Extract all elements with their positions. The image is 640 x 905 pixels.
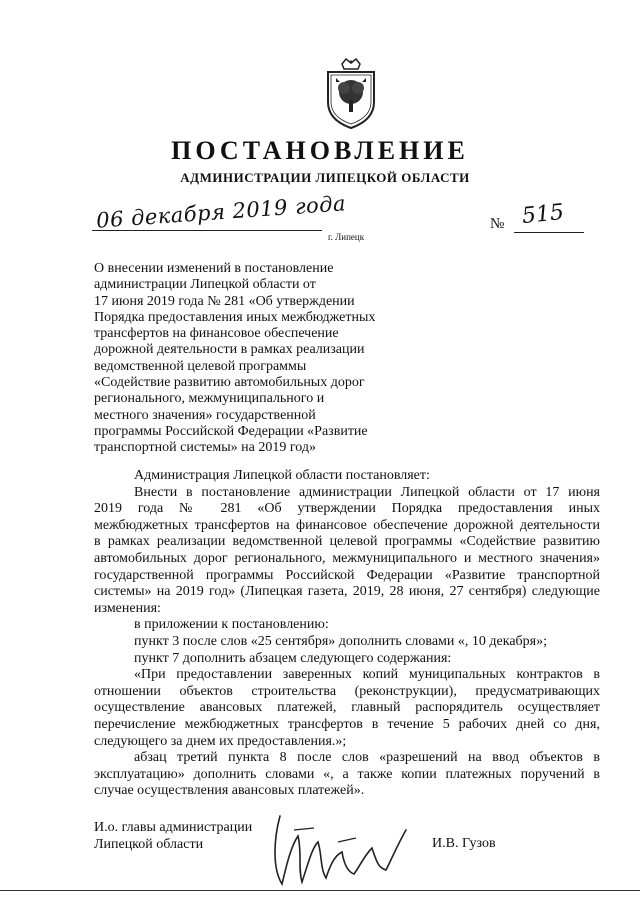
subject-line: О внесении изменений в постановление (94, 261, 334, 276)
body-line: перечисление межбюджетных трансфертов в течение 5 рабочих дней со дня, (94, 716, 600, 732)
body-line: государственной программы Российской Федерации «Развитие транспортной (94, 567, 600, 583)
body-line: пункт 3 после слов «25 сентября» дополнить словами «, 10 декабря»; (134, 633, 547, 649)
body-line: Администрация Липецкой области постановляет: (134, 468, 430, 483)
body-line: межбюджетных трансфертов на финансовое обеспечение дорожной деятельности (94, 517, 600, 533)
body-line: «При предоставлении заверенных копий муниципальных контрактов в (134, 667, 600, 683)
body-line: в рамках реализации ведомственной целевой программы «Содействие развитию (94, 534, 600, 550)
body-line: Внести в постановление администрации Липецкой области от 17 июня (134, 484, 600, 500)
subject-line: трансфертов на финансовое обеспечение (94, 326, 339, 342)
body-line: случае осуществления авансовых платежей». (94, 783, 365, 799)
coat-of-arms-icon (322, 58, 380, 130)
date-underline (92, 230, 322, 231)
document-body (94, 468, 600, 800)
body-line: системы» на 2019 год» (Липецкая газета, 2019, 28 июня, 27 сентября) следующие (94, 584, 600, 600)
subject-line: регионального, межмуниципального и (94, 391, 325, 407)
subject-line: «Содействие развитию автомобильных дорог (94, 375, 365, 391)
subject-line: местного значения» государственной (94, 407, 316, 423)
subject-line: администрации Липецкой области от (94, 277, 316, 293)
subject-line: 17 июня 2019 года № 281 «Об утверждении (94, 293, 355, 309)
subject-line: программы Российской Федерации «Развитие (94, 423, 368, 439)
document-number: 515 (520, 199, 566, 230)
body-line: автомобильных дорог регионального, межмуниципального и местного значения» (94, 550, 600, 566)
body-line: изменения: (94, 600, 161, 616)
number-underline (514, 232, 584, 233)
signatory-role (94, 819, 252, 853)
page-bottom-rule (0, 890, 640, 891)
body-line: в приложении к постановлению: (134, 617, 329, 633)
signatory-name: И.В. Гузов (432, 836, 496, 851)
body-line: эксплуатацию» дополнить словами «, а также копии платежных поручений в (94, 766, 600, 782)
signatory-role-line: Липецкой области (94, 837, 204, 852)
document-date: 06 декабря 2019 года (95, 191, 347, 233)
document-subject (94, 261, 414, 457)
body-line: пункт 7 дополнить абзацем следующего содержания: (134, 650, 452, 666)
body-line: 2019 года № 281 «Об утверждении Порядка предоставления иных (94, 501, 600, 517)
body-line: отношении объектов строительства (реконструкции), предусматривающих (94, 683, 600, 699)
document-city: г. Липецк (328, 232, 365, 242)
handwritten-signature (268, 808, 418, 888)
document-title: ПОСТАНОВЛЕНИЕ (171, 136, 469, 165)
subject-line: дорожной деятельности в рамках реализации (94, 342, 365, 358)
document-subtitle: АДМИНИСТРАЦИИ ЛИПЕЦКОЙ ОБЛАСТИ (180, 170, 470, 185)
body-line: осуществление авансовых платежей, главный распорядитель осуществляет (94, 700, 600, 716)
signatory-role-line: И.о. главы администрации (94, 820, 253, 835)
body-line: абзац третий пункта 8 после слов «разрешений на ввод объектов в (134, 750, 600, 766)
subject-line: Порядка предоставления иных межбюджетных (94, 309, 376, 325)
subject-line: ведомственной целевой программы (94, 358, 307, 374)
subject-line: транспортной системы» на 2019 год» (94, 440, 316, 456)
body-line: следующего за днем их предоставления.»; (94, 733, 347, 749)
number-sign: № (490, 216, 505, 232)
